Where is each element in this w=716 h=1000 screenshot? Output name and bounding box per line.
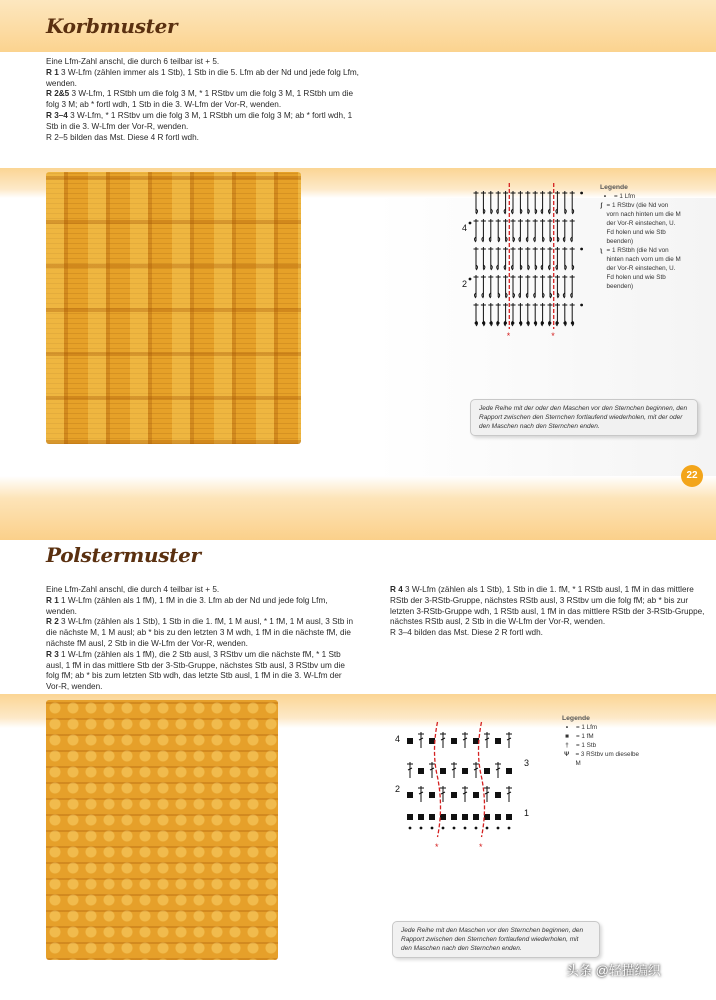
korbmuster-swatch-photo (46, 172, 301, 444)
instruction-text: 3 W-Lfm, 1 RStbh um die folg 3 M, * 1 RStbv um die folg 3 M, 1 RStbh um die folg 3 M; ab * fortl wdh, 1 Stb in die 3. W-Lfm der Vor-R, wenden. (46, 89, 354, 110)
repeat-star: * (435, 842, 439, 852)
row-label: R 1 (46, 67, 59, 77)
single-crochet-square (484, 768, 490, 774)
section1-legend (600, 183, 682, 291)
legend-item (562, 723, 642, 732)
section1-title: Korbmuster (46, 14, 178, 38)
legend-text: = 1 RStbv (die Nd von vorn nach hinten um die M der Vor-R einstechen, U. Fd holen und wie Stb beenden) (606, 202, 681, 245)
repeat-line (479, 722, 485, 837)
chain-dot (519, 322, 522, 325)
legend-item (562, 732, 642, 741)
instruction-line (46, 585, 356, 596)
legend-item (562, 750, 642, 768)
instruction-line (46, 68, 364, 90)
chain-dot (497, 827, 500, 830)
single-crochet-square (506, 768, 512, 774)
legend-item (562, 741, 642, 750)
legend-text: = 1 RStbh (die Nd von hinten nach vorn um die M der Vor-R einstechen, U. Fd holen und wie Stb beenden) (606, 247, 681, 290)
row-number-label: 3 (524, 758, 530, 768)
row-label: R 2&5 (46, 89, 70, 99)
single-crochet-square (407, 792, 413, 798)
row-label: R 4 (390, 585, 403, 594)
single-crochet-square (407, 814, 413, 820)
legend-symbol-icon: Ψ (564, 751, 570, 758)
turning-chain-dot (580, 192, 583, 195)
chain-dot (409, 827, 412, 830)
instruction-line (46, 617, 356, 649)
legend-symbol-icon: † (565, 742, 569, 749)
instruction-line (46, 650, 356, 693)
instruction-text: 3 W-Lfm (zählen als 1 Stb), 1 Stb in die 1. fM, * 1 RStb ausl, 1 fM in das mittlere RStb der 3-RStb-Gruppe, nächstes RStb ausl, 3 RStbv um die folg fM; ab * bis zur letzten 3-RStb-Gruppe wdh, 1 RStb ausl, 1 fM in das mittlere RStb der 3-RStb-Gruppe, nächstes RStb ausl, 2 Stb in die W-Lfm der Vor-R, wenden. (390, 585, 705, 627)
section2-note: Jede Reihe mit den Maschen vor den Sternchen beginnen, den Rapport zwischen den Sternchen fortlaufend wiederholen, mit den Maschen nach den Sternchen enden. (392, 921, 600, 958)
legend-text: = 1 Stb (576, 742, 597, 749)
instruction-line (46, 596, 356, 618)
section2-instructions-right (390, 585, 708, 639)
chain-dot (453, 827, 456, 830)
chain-dot (504, 322, 507, 325)
chain-dot (475, 322, 478, 325)
single-crochet-square (451, 814, 457, 820)
chain-dot (420, 827, 423, 830)
legend-symbol-icon: • (603, 193, 607, 200)
single-crochet-square (418, 768, 424, 774)
instruction-line (46, 89, 364, 111)
row-label: R 3–4 (46, 110, 68, 120)
row-label: R 1 (46, 595, 59, 605)
legend-item (600, 246, 682, 291)
legend-symbol-icon: • (565, 724, 569, 731)
instruction-line (390, 585, 708, 628)
instruction-text: 1 W-Lfm (zählen als 1 fM), 1 fM in die 3. Lfm ab der Nd und jede folg Lfm, wenden. (46, 595, 328, 616)
section1-instructions (46, 57, 364, 143)
single-crochet-square (462, 768, 468, 774)
page-number-badge: 22 (681, 465, 703, 487)
row-number-label: 4 (462, 223, 468, 233)
instruction-line (46, 133, 364, 144)
chain-dot (526, 322, 529, 325)
legend-text: = 1 Lfm (614, 193, 636, 200)
row-label: R 3 (46, 649, 59, 659)
legend-symbol-icon: ■ (565, 733, 569, 740)
turning-chain-dot (580, 248, 583, 251)
row-number-label: 4 (395, 734, 401, 744)
single-crochet-square (407, 738, 413, 744)
chain-dot (475, 827, 478, 830)
legend-symbol-icon: ʃ (600, 202, 603, 209)
instruction-text: 3 W-Lfm (zählen als 1 Stb), 1 Stb in die 1. fM, 1 M ausl, * 1 fM, 1 M ausl, 3 Stb in die nächste M, 1 M ausl; ab * bis zu den letzten 3 M wdh, 1 fM in die nächste fM, die nächste fM ausl, 2 Stb in die W-Lfm der Vor-R, wenden. (46, 617, 354, 648)
section1-note: Jede Reihe mit der oder den Maschen vor den Sternchen beginnen, den Rapport zwischen den Sternchen fortlaufend wiederholen, mit der oder den Maschen nach den Sternchen enden. (470, 399, 698, 436)
instruction-text: 3 W-Lfm, * 1 RStbv um die folg 3 M, 1 RStbh um die folg 3 M; ab * fortl wdh, 1 Stb in die 3. W-Lfm der Vor-R, wenden. (46, 110, 353, 131)
single-crochet-square (429, 792, 435, 798)
chain-dot (482, 322, 485, 325)
repeat-star: * (506, 331, 511, 341)
instruction-text: Eine Lfm-Zahl anschl, die durch 4 teilbar ist + 5. (46, 585, 220, 594)
legend-text: = 1 fM (576, 733, 594, 740)
section2-instructions-left (46, 585, 356, 693)
header-band-middle (0, 476, 716, 540)
chain-dot (464, 827, 467, 830)
repeat-star: * (479, 842, 483, 852)
chain-dot (497, 322, 500, 325)
single-crochet-square (473, 792, 479, 798)
chain-dot (563, 322, 566, 325)
chain-dot (571, 322, 574, 325)
single-crochet-square (495, 738, 501, 744)
turning-chain-dot (469, 222, 472, 225)
chain-dot (442, 827, 445, 830)
single-crochet-square (440, 768, 446, 774)
chain-dot (512, 322, 515, 325)
instruction-text: R 3–4 bilden das Mst. Diese 2 R fortl wdh. (390, 628, 543, 638)
chain-dot (549, 322, 552, 325)
polstermuster-swatch-photo (46, 700, 278, 960)
instruction-line (46, 57, 364, 68)
legend-item (600, 192, 682, 201)
watermark: 头条 @轻描编织 (566, 963, 661, 978)
single-crochet-square (429, 814, 435, 820)
single-crochet-square (473, 814, 479, 820)
single-crochet-square (418, 814, 424, 820)
instruction-text: R 2–5 bilden das Mst. Diese 4 R fortl wdh. (46, 132, 199, 142)
chain-dot (431, 827, 434, 830)
chain-dot (489, 322, 492, 325)
instruction-text: Eine Lfm-Zahl anschl, die durch 6 teilbar ist + 5. (46, 57, 220, 66)
legend-item (600, 201, 682, 246)
chain-dot (534, 322, 537, 325)
turning-chain-dot (469, 278, 472, 281)
row-number-label: 1 (524, 808, 530, 818)
single-crochet-square (495, 792, 501, 798)
section2-title: Polstermuster (46, 543, 201, 567)
repeat-line (435, 722, 441, 837)
instruction-line (46, 111, 364, 133)
row-number-label: 2 (395, 784, 401, 794)
legend-text: = 1 Lfm (576, 724, 598, 731)
row-label: R 2 (46, 617, 59, 627)
instruction-text: 3 W-Lfm (zählen immer als 1 Stb), 1 Stb in die 5. Lfm ab der Nd und jede folg Lfm, wenden. (46, 67, 359, 88)
legend-heading: Legende (562, 715, 590, 722)
chain-dot (556, 322, 559, 325)
row-number-label: 2 (462, 279, 468, 289)
legend-heading: Legende (600, 184, 628, 191)
korbmuster-chart (462, 183, 592, 345)
polstermuster-chart (392, 722, 542, 854)
single-crochet-square (462, 814, 468, 820)
single-crochet-square (495, 814, 501, 820)
instruction-line (390, 628, 708, 639)
chain-dot (508, 827, 511, 830)
legend-symbol-icon: ʅ (600, 247, 603, 254)
repeat-star: * (551, 331, 555, 341)
turning-chain-dot (580, 304, 583, 307)
section2-legend (562, 714, 642, 768)
chain-dot (486, 827, 489, 830)
single-crochet-square (506, 814, 512, 820)
single-crochet-square (451, 738, 457, 744)
instruction-text: 1 W-Lfm (zählen als 1 fM), die 2 Stb ausl, 3 RStbv um die nächste fM, * 1 Stb ausl, 1 fM in das mittlere Stb der 3-Stb-Gruppe, nächstes Stb ausl, 3 RStbv um die folg fM; ab * bis zum letzten Stb wdh, das letzte Stb ausl, 1 fM in die 3. W-Lfm der Vor-R, wenden. (46, 649, 345, 692)
single-crochet-square (451, 792, 457, 798)
chain-dot (541, 322, 544, 325)
legend-text: = 3 RStbv um dieselbe M (575, 751, 639, 767)
